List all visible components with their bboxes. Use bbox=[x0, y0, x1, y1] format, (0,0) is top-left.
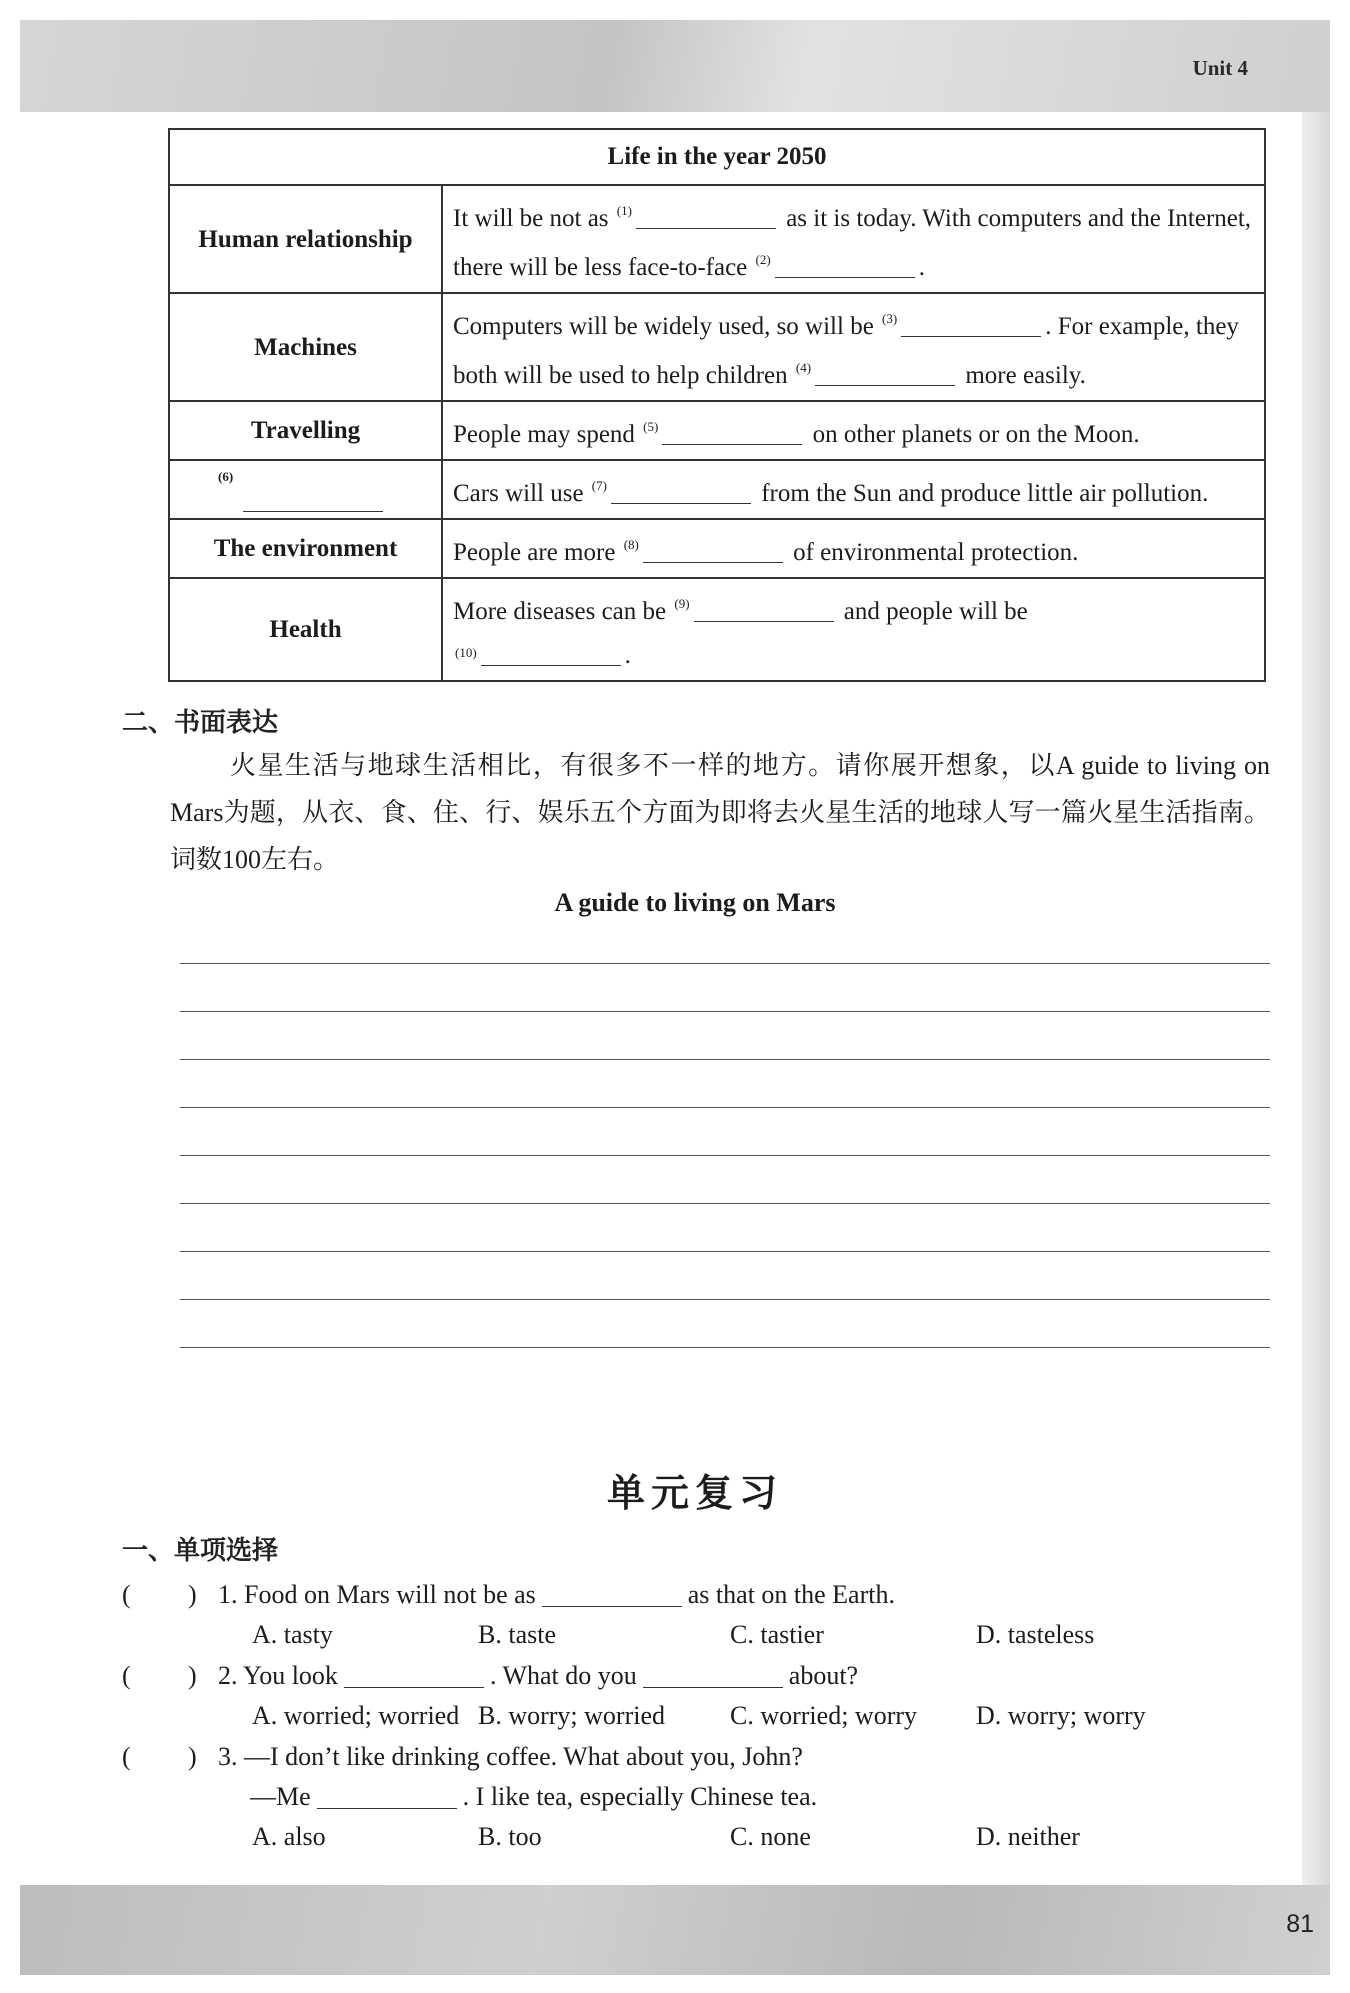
table-row bbox=[169, 185, 1265, 293]
option-a[interactable]: A. tasty bbox=[252, 1620, 333, 1649]
option-c[interactable]: C. none bbox=[730, 1822, 811, 1851]
answer-blank[interactable] bbox=[542, 1582, 682, 1607]
writing-line[interactable] bbox=[180, 1155, 1270, 1156]
option-d[interactable]: D. worry; worry bbox=[976, 1701, 1146, 1730]
answer-blank[interactable] bbox=[481, 641, 621, 666]
answer-blank[interactable] bbox=[662, 420, 802, 445]
answer-paren-right: ) bbox=[188, 1580, 197, 1609]
answer-blank[interactable] bbox=[901, 312, 1041, 337]
row-category: Health bbox=[169, 578, 442, 681]
answer-blank[interactable] bbox=[636, 204, 776, 229]
footer-band bbox=[20, 1885, 1330, 1975]
option-b[interactable]: B. worry; worried bbox=[478, 1701, 666, 1730]
answer-paren-right: ) bbox=[188, 1661, 197, 1690]
table-title: Life in the year 2050 bbox=[169, 129, 1265, 185]
row-category-blank bbox=[169, 460, 442, 519]
writing-line[interactable] bbox=[180, 1107, 1270, 1108]
row-category: The environment bbox=[169, 519, 442, 578]
answer-paren-left[interactable]: ( bbox=[122, 1661, 131, 1690]
question-text: 3. —I don’t like drinking coffee. What about you, John? bbox=[218, 1742, 803, 1771]
table-row bbox=[169, 293, 1265, 401]
row-category: Human relationship bbox=[169, 185, 442, 293]
answer-blank[interactable] bbox=[243, 487, 383, 512]
row-content: It will be not as $^{(1)}$ as it is today. With computers and the Internet, there will be less face-to-face $^{(2)}$ . bbox=[442, 185, 1265, 293]
table-row bbox=[169, 460, 1265, 519]
page-number: 81 bbox=[1286, 1910, 1314, 1938]
guide-title: A guide to living on Mars bbox=[554, 888, 836, 917]
writing-line[interactable] bbox=[180, 1011, 1270, 1012]
page-edge-shadow bbox=[1302, 112, 1330, 1885]
row-content: Computers will be widely used, so will be $^{(3)}$ . For example, they both will be used to help children $^{(4)}$ more easily. bbox=[442, 293, 1265, 401]
blank-number: (6) bbox=[218, 469, 234, 484]
answer-paren-right: ) bbox=[188, 1742, 197, 1771]
header-band bbox=[20, 20, 1330, 112]
answer-blank[interactable] bbox=[775, 253, 915, 278]
writing-line[interactable] bbox=[180, 1299, 1270, 1300]
review-section-heading: 一、单项选择 bbox=[122, 1536, 279, 1566]
writing-line[interactable] bbox=[180, 1203, 1270, 1204]
answer-paren-left[interactable]: ( bbox=[122, 1742, 131, 1771]
writing-line[interactable] bbox=[180, 963, 1270, 964]
answer-blank[interactable] bbox=[611, 479, 751, 504]
writing-line[interactable] bbox=[180, 1251, 1270, 1252]
review-title: 单元复习 bbox=[606, 1471, 783, 1515]
answer-blank[interactable] bbox=[643, 1663, 783, 1688]
row-content: More diseases can be $^{(9)}$ and people will be $^{(10)}$ . bbox=[442, 578, 1265, 681]
option-d[interactable]: D. neither bbox=[976, 1822, 1080, 1851]
writing-line[interactable] bbox=[180, 1347, 1270, 1348]
table-row bbox=[169, 578, 1265, 681]
row-content: People may spend $^{(5)}$ on other planets or on the Moon. bbox=[442, 401, 1265, 460]
writing-line[interactable] bbox=[180, 1059, 1270, 1060]
option-a[interactable]: A. also bbox=[252, 1822, 326, 1851]
option-c[interactable]: C. tastier bbox=[730, 1620, 824, 1649]
answer-blank[interactable] bbox=[317, 1784, 457, 1809]
row-category: Travelling bbox=[169, 401, 442, 460]
answer-blank[interactable] bbox=[694, 597, 834, 622]
option-b[interactable]: B. taste bbox=[478, 1620, 556, 1649]
writing-prompt: 火星生活与地球生活相比，有很多不一样的地方。请你展开想象，以A guide to living on Mars为题，从衣、食、住、行、娱乐五个方面为即将去火星生活的地球人写一篇火星生活指南。词数100左右。 bbox=[170, 751, 1270, 874]
row-content: People are more $^{(8)}$ of environmental protection. bbox=[442, 519, 1265, 578]
table-row bbox=[169, 401, 1265, 460]
row-content: Cars will use $^{(7)}$ from the Sun and produce little air pollution. bbox=[442, 460, 1265, 519]
writing-heading: 二、书面表达 bbox=[122, 708, 279, 738]
option-c[interactable]: C. worried; worry bbox=[730, 1701, 918, 1730]
table-row bbox=[169, 519, 1265, 578]
answer-paren-left[interactable]: ( bbox=[122, 1580, 131, 1609]
life-2050-table bbox=[168, 128, 1266, 682]
option-d[interactable]: D. tasteless bbox=[976, 1620, 1095, 1649]
unit-label: Unit 4 bbox=[1192, 56, 1248, 80]
row-category: Machines bbox=[169, 293, 442, 401]
answer-blank[interactable] bbox=[344, 1663, 484, 1688]
option-b[interactable]: B. too bbox=[478, 1822, 542, 1851]
answer-blank[interactable] bbox=[815, 361, 955, 386]
option-a[interactable]: A. worried; worried bbox=[252, 1701, 460, 1730]
answer-blank[interactable] bbox=[643, 538, 783, 563]
